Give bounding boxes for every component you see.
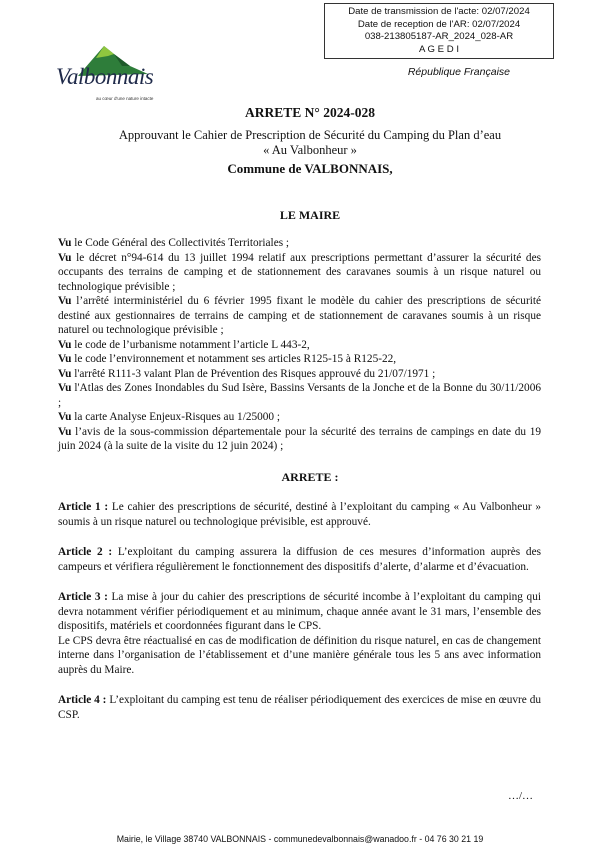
commune-heading: Commune de VALBONNAIS, [227, 161, 393, 176]
subtitle-line-1: Approuvant le Cahier de Prescription de Sécurité du Camping du Plan d’eau [118, 128, 502, 142]
stamp-reference: 038-213805187-AR_2024_028-AR [364, 31, 514, 43]
page-footer: Mairie, le Village 38740 VALBONNAIS - communedevalbonnais@wanadoo.fr - 04 76 30 21 19 [116, 834, 484, 844]
visa-item: Vu le Code Général des Collectivités Territoriales ; [58, 237, 290, 249]
stamp-reception-date: Date de reception de l'AR: 02/07/2024 [357, 18, 521, 30]
article-1: Article 1 : Le cahier des prescriptions de sécurité, destiné à l’exploitant du camping « Au Valbonheur » soumis à un risque naturel ou technologique prévisible, est approuvé. [58, 501, 541, 528]
visa-item: Vu le décret n°94-614 du 13 juillet 1994 relatif aux prescriptions permettant d’assurer la sécurité des occupants des terrains de camping et de stationnement des caravanes soumis à un risque naturel ou technologique prévisible ; [58, 251, 541, 293]
le-maire-heading: LE MAIRE [279, 208, 341, 222]
visa-item: Vu l’avis de la sous-commission départementale pour la sécurité des terrains de campings en date du 19 juin 2024 (à la suite de la visite du 12 juin 2024) ; [58, 425, 541, 452]
visa-item: Vu le code l’environnement et notamment ses articles R125-15 à R125-22, [58, 353, 397, 365]
article-3-continued: Le CPS devra être réactualisé en cas de modification de définition du risque naturel, en cas de changement interne dans l’organisation de l’établissement et d’une manière générale tous les 5 ans avec information auprès du Maire. [58, 634, 541, 676]
visa-item: Vu l'arrêté R111-3 valant Plan de Prévention des Risques approuvé du 21/07/1971 ; [58, 367, 436, 380]
arrete-title: ARRETE N° 2024-028 [245, 105, 375, 120]
transmission-stamp [324, 3, 554, 59]
republique-francaise: République Française [407, 66, 510, 78]
article-4: Article 4 : L’exploitant du camping est tenu de réaliser périodiquement des exercices de mise en œuvre du CSP. [58, 694, 541, 721]
stamp-agency: A G E D I [419, 43, 459, 55]
arrete-heading: ARRETE : [281, 470, 339, 484]
valbonnais-logo [56, 44, 166, 106]
visa-item: Vu l’arrêté interministériel du 6 février 1995 fixant le modèle du cahier des prescriptions de sécurité destiné aux gestionnaires de terrains de camping et de stationnement de caravanes soumis à un risque naturel ou technologique prévisible ; [58, 295, 541, 336]
visas-list [58, 236, 541, 454]
visa-item: Vu la carte Analyse Enjeux-Risques au 1/25000 ; [58, 411, 281, 423]
logo-tagline: au cœur d'une nature intacte [96, 96, 154, 101]
continuation-mark: …/… [508, 790, 534, 802]
article-3: Article 3 : La mise à jour du cahier des prescriptions de sécurité incombe à l’exploitant du camping qui devra notamment vérifier périodiquement et au minimum, chaque année avant le 31 mars, l’ensemble des dispositifs, matériels et coordonnées figurant dans le CPS. [58, 591, 541, 632]
arrete-subtitle [40, 128, 580, 158]
articles-section [58, 500, 541, 738]
article-2: Article 2 : L’exploitant du camping assurera la diffusion de ces mesures d’information auprès des campeurs et vérifiera régulièrement le fonctionnement des dispositifs d’alerte, d’alarme et d’évacuation. [58, 546, 541, 573]
visa-item: Vu le code de l’urbanisme notamment l’article L 443-2, [58, 338, 310, 351]
visa-item: Vu l'Atlas des Zones Inondables du Sud Isère, Bassins Versants de la Jonche et de la Bonne du 30/11/2006 ; [58, 382, 541, 409]
logo-wordmark: Valbonnais [56, 64, 154, 89]
subtitle-line-2: « Au Valbonheur » [263, 143, 357, 157]
stamp-transmission-date: Date de transmission de l'acte: 02/07/2024 [348, 6, 530, 17]
